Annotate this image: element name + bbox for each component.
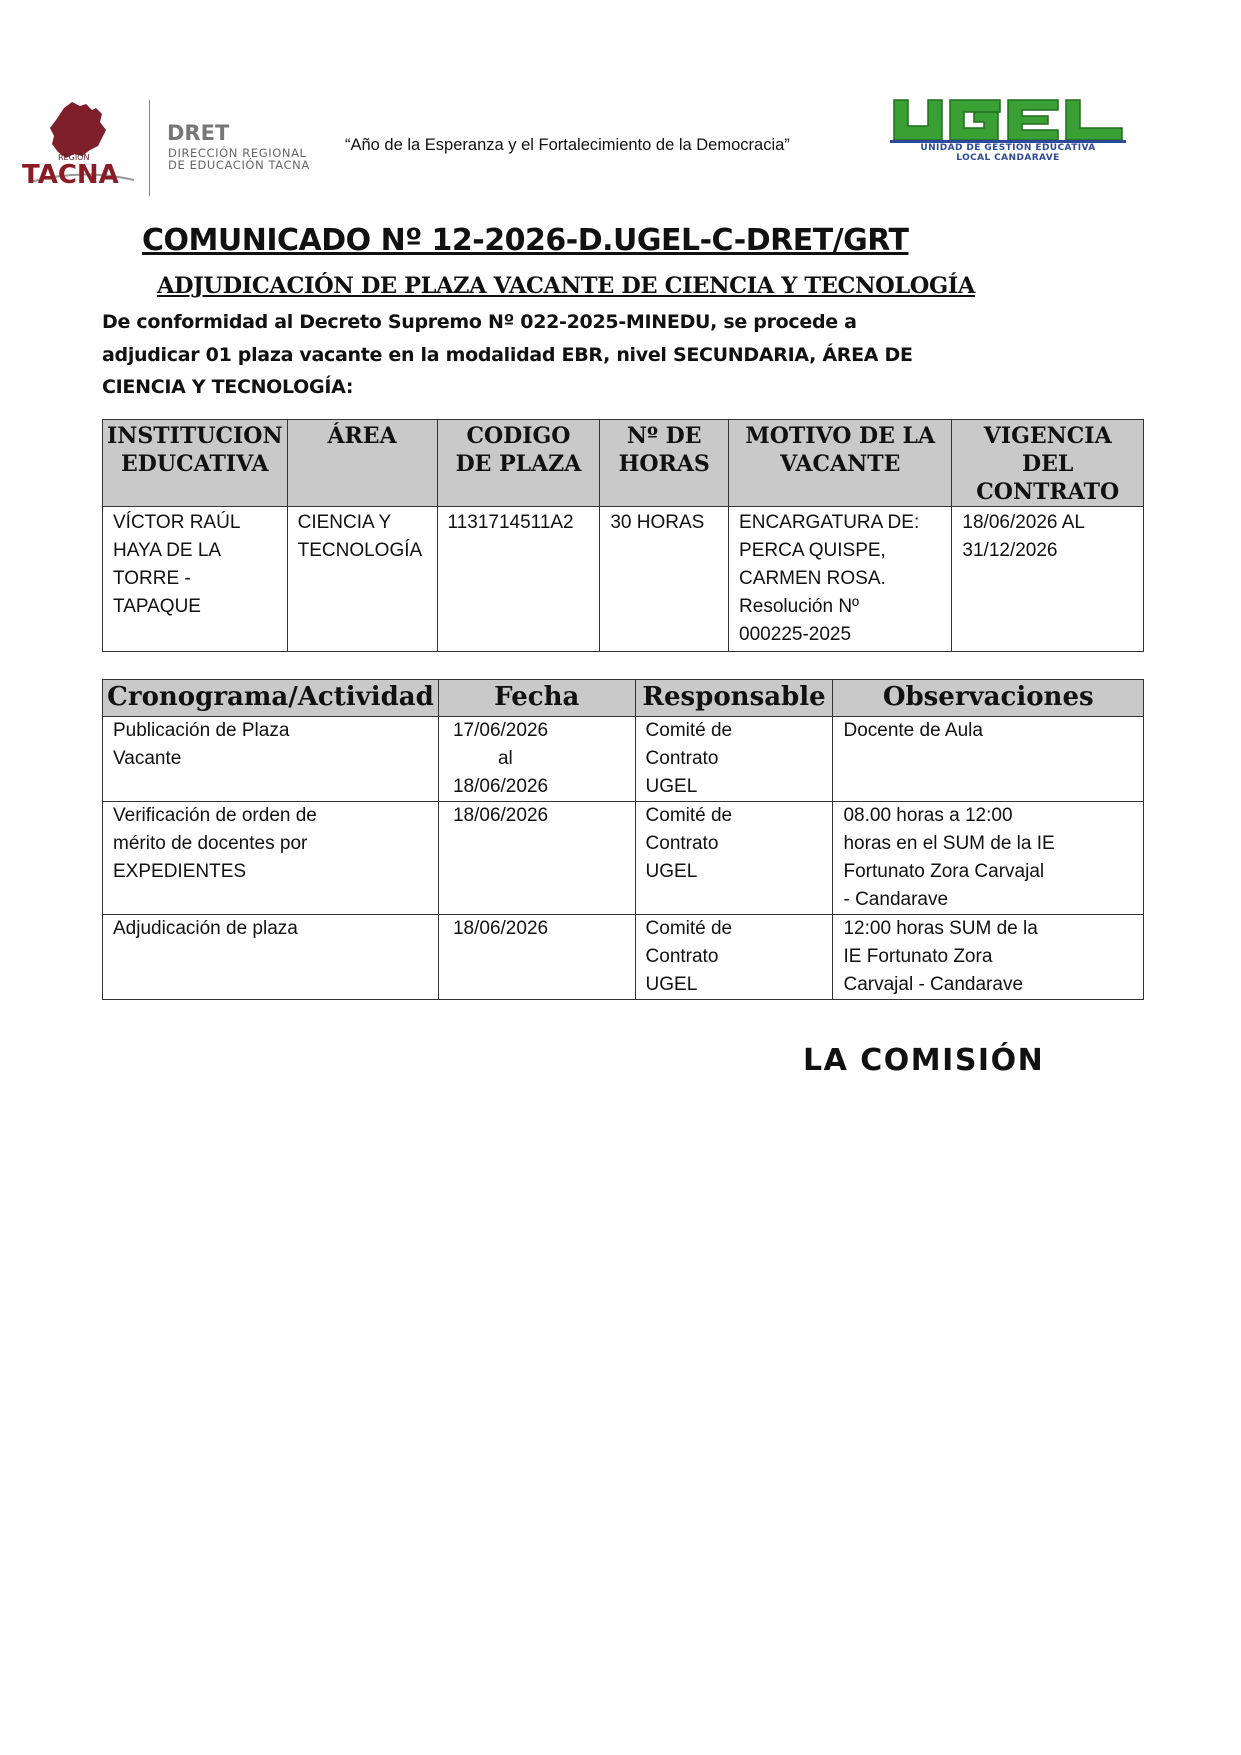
ugel-subtitle: [893, 143, 1123, 163]
cell-motivo: ENCARGATURA DE: PERCA QUISPE, CARMEN ROSA. Resolución Nº 000225-2025: [729, 507, 952, 652]
header-vigencia: VIGENCIA DEL CONTRATO: [952, 420, 1144, 507]
communique-title: COMUNICADO Nº 12-2026-D.UGEL-C-DRET/GRT: [142, 223, 909, 258]
plaza-table: [102, 419, 1144, 652]
cell-area: CIENCIA Y TECNOLOGÍA: [287, 507, 437, 652]
ugel-line-1: UNIDAD DE GESTION EDUCATIVA: [920, 143, 1096, 153]
header-responsable: Responsable: [635, 680, 833, 717]
cell-institucion: VÍCTOR RAÚL HAYA DE LA TORRE - TAPAQUE: [103, 507, 288, 652]
header-institucion: INSTITUCION EDUCATIVA: [103, 420, 288, 507]
dret-line-1: DIRECCIÓN REGIONAL: [168, 146, 307, 160]
table-row: [103, 802, 1144, 915]
cell-codigo: 1131714511A2: [437, 507, 600, 652]
year-motto: “Año de la Esperanza y el Fortalecimiento de la Democracia”: [345, 136, 790, 154]
schedule-table-header: [103, 680, 1144, 717]
intro-line: De conformidad al Decreto Supremo Nº 022-2025-MINEDU, se procede a: [102, 311, 857, 333]
header-actividad: Cronograma/Actividad: [103, 680, 439, 717]
plaza-table-header: [103, 420, 1144, 507]
table-row: [103, 507, 1144, 652]
cell-responsable: Comité de Contrato UGEL: [635, 915, 833, 1000]
region-label: REGIÓN: [58, 153, 90, 162]
header-motivo: MOTIVO DE LA VACANTE: [729, 420, 952, 507]
header-codigo: CODIGO DE PLAZA: [437, 420, 600, 507]
dret-line-2: DE EDUCACIÓN TACNA: [168, 158, 310, 172]
table-row: [103, 915, 1144, 1000]
schedule-table: [102, 679, 1144, 1000]
signature-commission: LA COMISIÓN: [803, 1043, 1045, 1078]
intro-paragraph: [102, 306, 1002, 404]
intro-line: adjudicar 01 plaza vacante en la modalidad EBR, nivel SECUNDARIA, ÁREA DE: [102, 343, 913, 366]
cell-observaciones: 12:00 horas SUM de la IE Fortunato Zora Carvajal - Candarave: [833, 915, 1144, 1000]
cell-actividad: Publicación de Plaza Vacante: [103, 717, 439, 802]
dret-title: DRET: [167, 121, 230, 145]
cell-actividad: Adjudicación de plaza: [103, 915, 439, 1000]
dret-subtitle: [168, 147, 310, 171]
tacna-wordmark: TACNA: [22, 160, 119, 190]
cell-observaciones: Docente de Aula: [833, 717, 1144, 802]
cell-fecha: 17/06/2026 al 18/06/2026: [438, 717, 635, 802]
intro-line: CIENCIA Y TECNOLOGÍA:: [102, 376, 354, 398]
header-observaciones: Observaciones: [833, 680, 1144, 717]
communique-subtitle: ADJUDICACIÓN DE PLAZA VACANTE DE CIENCIA Y TECNOLOGÍA: [157, 273, 975, 299]
cell-vigencia: 18/06/2026 AL 31/12/2026: [952, 507, 1144, 652]
header-fecha: Fecha: [438, 680, 635, 717]
cell-horas: 30 HORAS: [600, 507, 729, 652]
cell-fecha: 18/06/2026: [438, 915, 635, 1000]
cell-responsable: Comité de Contrato UGEL: [635, 717, 833, 802]
header-area: ÁREA: [287, 420, 437, 507]
header-horas: Nº DE HORAS: [600, 420, 729, 507]
cell-actividad: Verificación de orden de mérito de docentes por EXPEDIENTES: [103, 802, 439, 915]
cell-observaciones: 08.00 horas a 12:00 horas en el SUM de la IE Fortunato Zora Carvajal - Candarave: [833, 802, 1144, 915]
cell-fecha: 18/06/2026: [438, 802, 635, 915]
logo-divider: [149, 100, 150, 196]
ugel-line-2: LOCAL CANDARAVE: [956, 153, 1060, 163]
table-row: [103, 717, 1144, 802]
document-header: [0, 0, 1241, 200]
cell-responsable: Comité de Contrato UGEL: [635, 802, 833, 915]
